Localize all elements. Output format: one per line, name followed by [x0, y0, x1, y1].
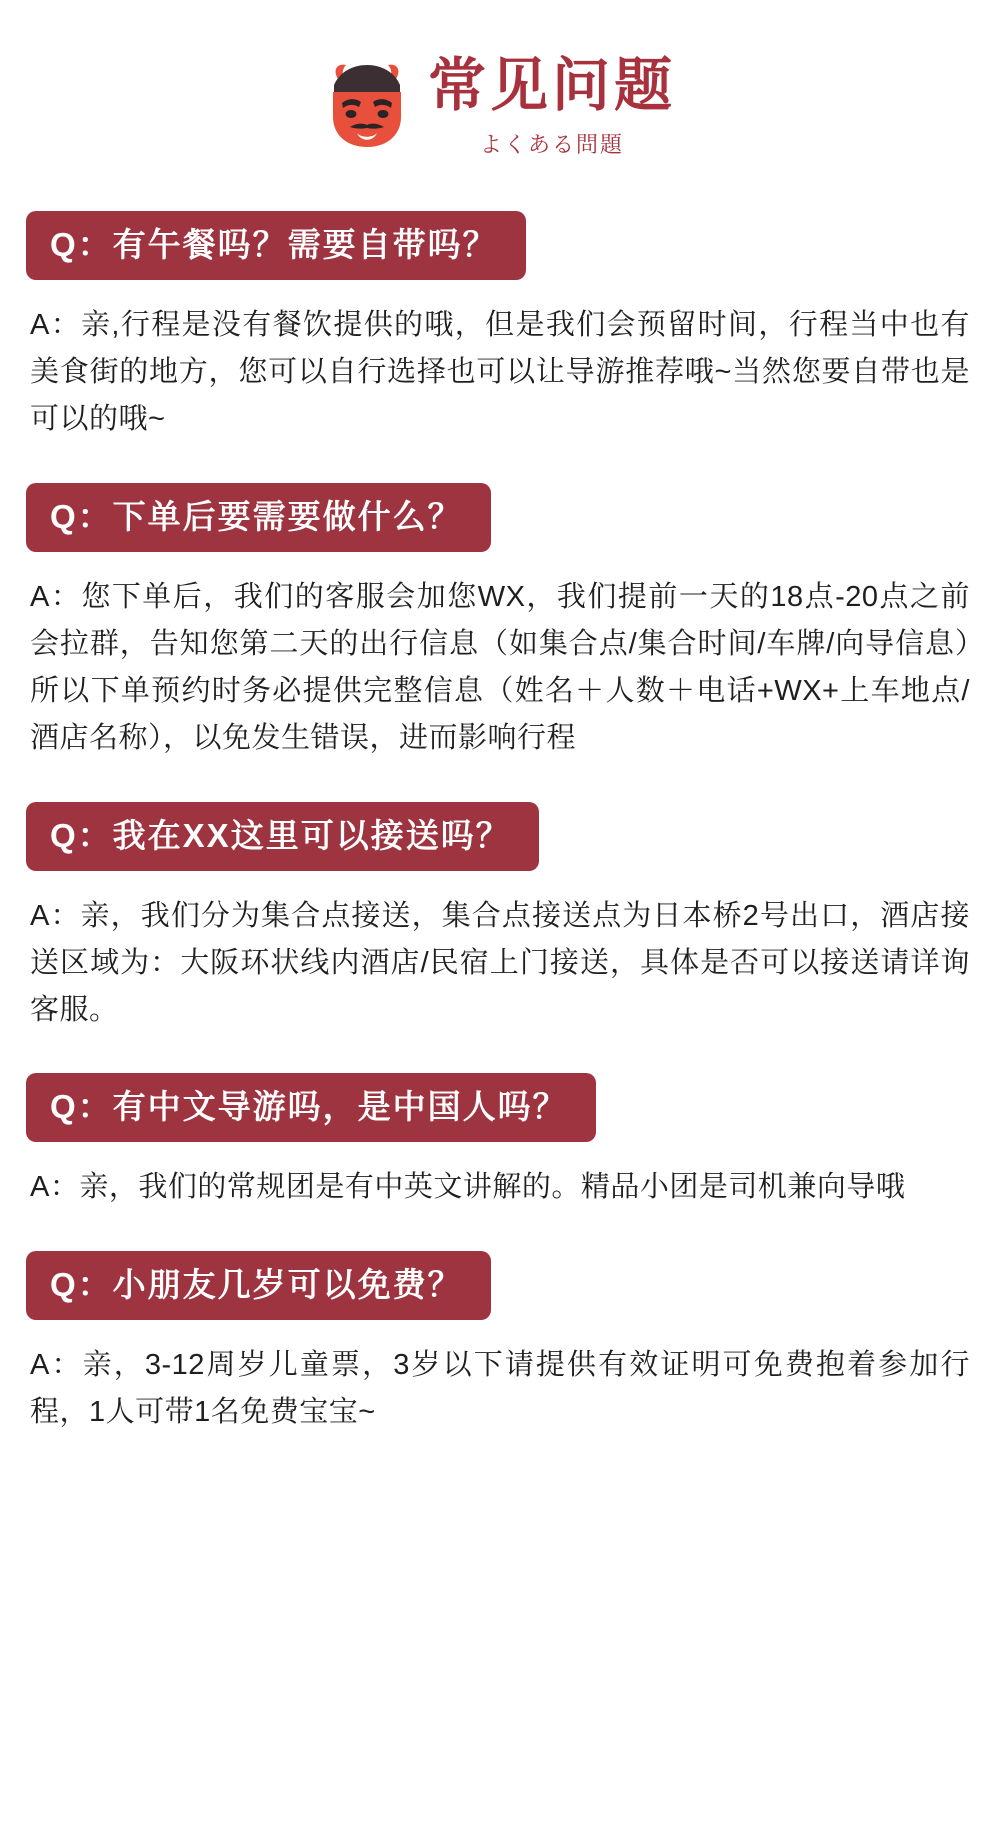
question-label: Q：小朋友几岁可以免费？: [26, 1251, 491, 1320]
title-block: [428, 52, 676, 159]
faq-item: [0, 483, 1000, 762]
page-subtitle: よくある問題: [479, 131, 624, 157]
question-label: Q：下单后要需要做什么？: [26, 483, 491, 552]
page-header: [0, 0, 1000, 193]
answer-text: A：亲,行程是没有餐饮提供的哦，但是我们会预留时间，行程当中也有美食街的地方，您可以自行选择也可以让导游推荐哦~当然您要自带也是可以的哦~: [30, 308, 970, 435]
faq-list: [0, 193, 1000, 1437]
answer-text: A：亲，3-12周岁儿童票，3岁以下请提供有效证明可免费抱着参加行程，1人可带1名免费宝宝~: [30, 1349, 970, 1429]
answer-text: A：亲，我们的常规团是有中英文讲解的。精品小团是司机兼向导哦: [30, 1171, 906, 1204]
question-bar-wrap: [0, 1251, 1000, 1320]
page-title: 常见问题: [427, 53, 676, 118]
faq-item: [0, 211, 1000, 443]
question-bar-wrap: [0, 1073, 1000, 1142]
faq-item: [0, 1251, 1000, 1436]
question-label: Q：有中文导游吗，是中国人吗？: [26, 1073, 596, 1142]
question-bar-wrap: [0, 483, 1000, 552]
answer-text: A：亲，我们分为集合点接送，集合点接送点为日本桥2号出口，酒店接送区域为：大阪环状线内酒店/民宿上门接送，具体是否可以接送请详询客服。: [30, 899, 970, 1026]
question-bar-wrap: [0, 211, 1000, 280]
answer-text: A：您下单后，我们的客服会加您WX，我们提前一天的18点-20点之前会拉群，告知您第二天的出行信息（如集合点/集合时间/车牌/向导信息）所以下单预约时务必提供完整信息（姓名＋人数＋电话+WX+上车地点/酒店名称），以免发生错误，进而影响行程: [30, 580, 970, 754]
faq-item: [0, 1073, 1000, 1211]
question-label: Q：我在XX这里可以接送吗？: [26, 802, 539, 871]
japanese-ogre-mask-icon: [324, 59, 410, 151]
question-bar-wrap: [0, 802, 1000, 871]
question-label: Q：有午餐吗？需要自带吗？: [26, 211, 526, 280]
faq-item: [0, 802, 1000, 1034]
